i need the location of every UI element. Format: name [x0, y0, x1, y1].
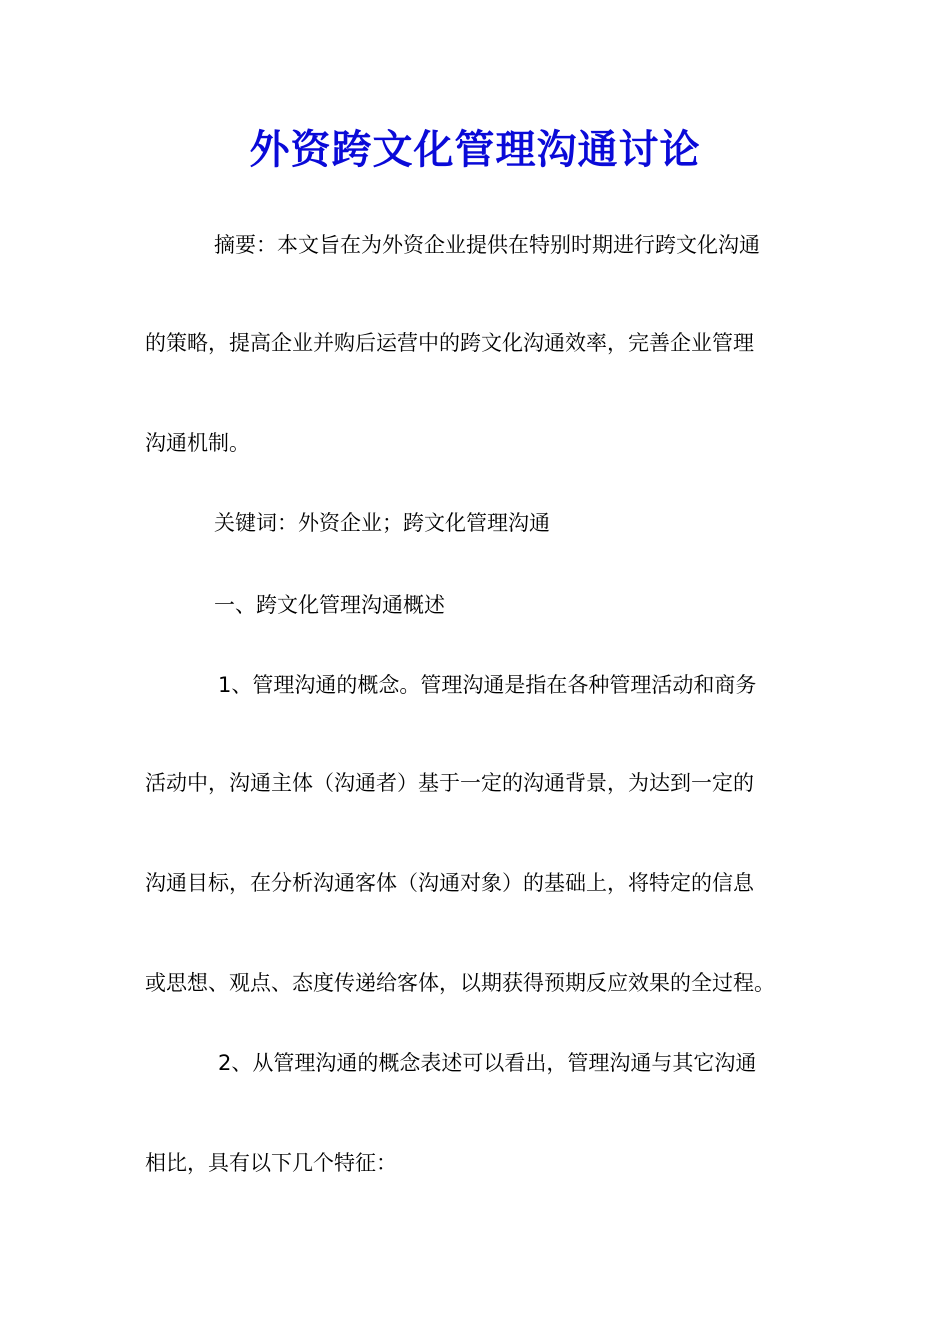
keywords-line: 关键词：外资企业；跨文化管理沟通	[214, 511, 550, 535]
paragraph-1-line-4: 或思想、观点、态度传递给客体，以期获得预期反应效果的全过程。	[145, 971, 775, 995]
abstract-line-3: 沟通机制。	[145, 431, 250, 455]
document-title: 外资跨文化管理沟通讨论	[249, 126, 701, 173]
paragraph-1-line-3: 沟通目标，在分析沟通客体（沟通对象）的基础上，将特定的信息	[145, 871, 754, 895]
section-heading-1: 一、跨文化管理沟通概述	[214, 593, 445, 617]
paragraph-1-line-1: 1、管理沟通的概念。管理沟通是指在各种管理活动和商务	[218, 673, 757, 697]
paragraph-2-line-2: 相比，具有以下几个特征：	[145, 1151, 397, 1175]
paragraph-2-line-1: 2、从管理沟通的概念表述可以看出，管理沟通与其它沟通	[218, 1051, 757, 1075]
abstract-line-1: 摘要：本文旨在为外资企业提供在特别时期进行跨文化沟通	[214, 233, 760, 257]
abstract-line-2: 的策略，提高企业并购后运营中的跨文化沟通效率，完善企业管理	[145, 331, 754, 355]
paragraph-1-line-2: 活动中，沟通主体（沟通者）基于一定的沟通背景，为达到一定的	[145, 771, 754, 795]
